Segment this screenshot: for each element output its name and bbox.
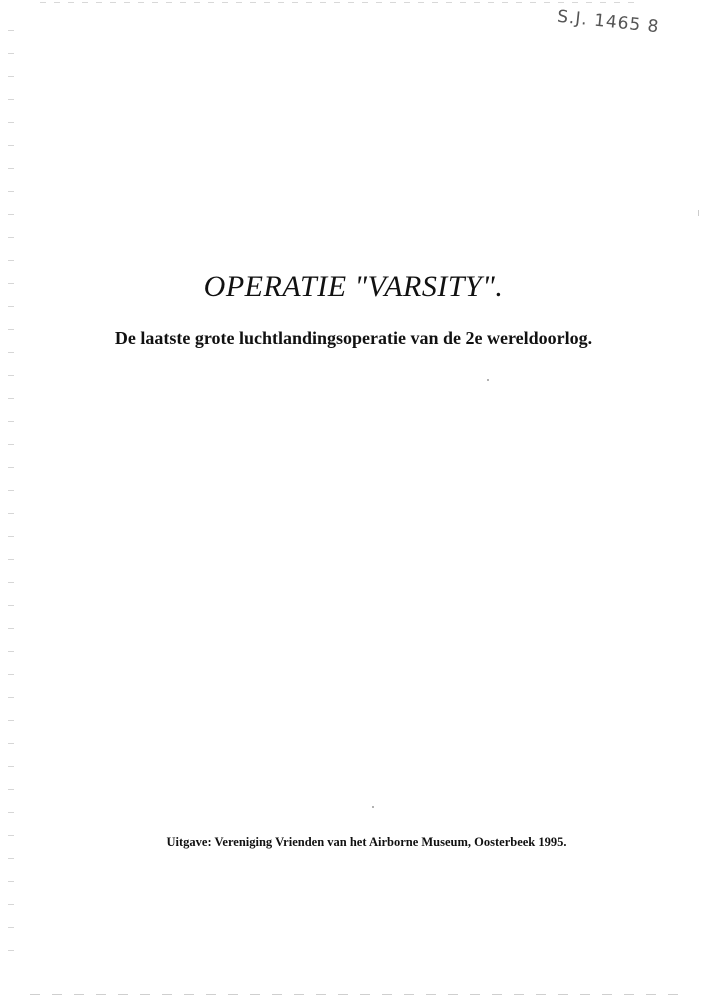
scan-edge-bottom	[30, 994, 680, 995]
scan-speck	[487, 379, 489, 381]
scan-edge-top	[40, 2, 640, 3]
archive-reference-handwritten: S.J. 1465 8	[555, 6, 660, 38]
scan-speck	[372, 806, 374, 808]
document-subtitle: De laatste grote luchtlandingsoperatie van de 2e wereldoorlog.	[114, 328, 593, 348]
document-title: OPERATIE "VARSITY".	[203, 270, 504, 303]
scan-edge-mark	[698, 210, 699, 216]
publisher-line: Uitgave: Vereniging Vrienden van het Airborne Museum, Oosterbeek 1995.	[166, 835, 567, 849]
scan-edge-left	[8, 30, 14, 970]
